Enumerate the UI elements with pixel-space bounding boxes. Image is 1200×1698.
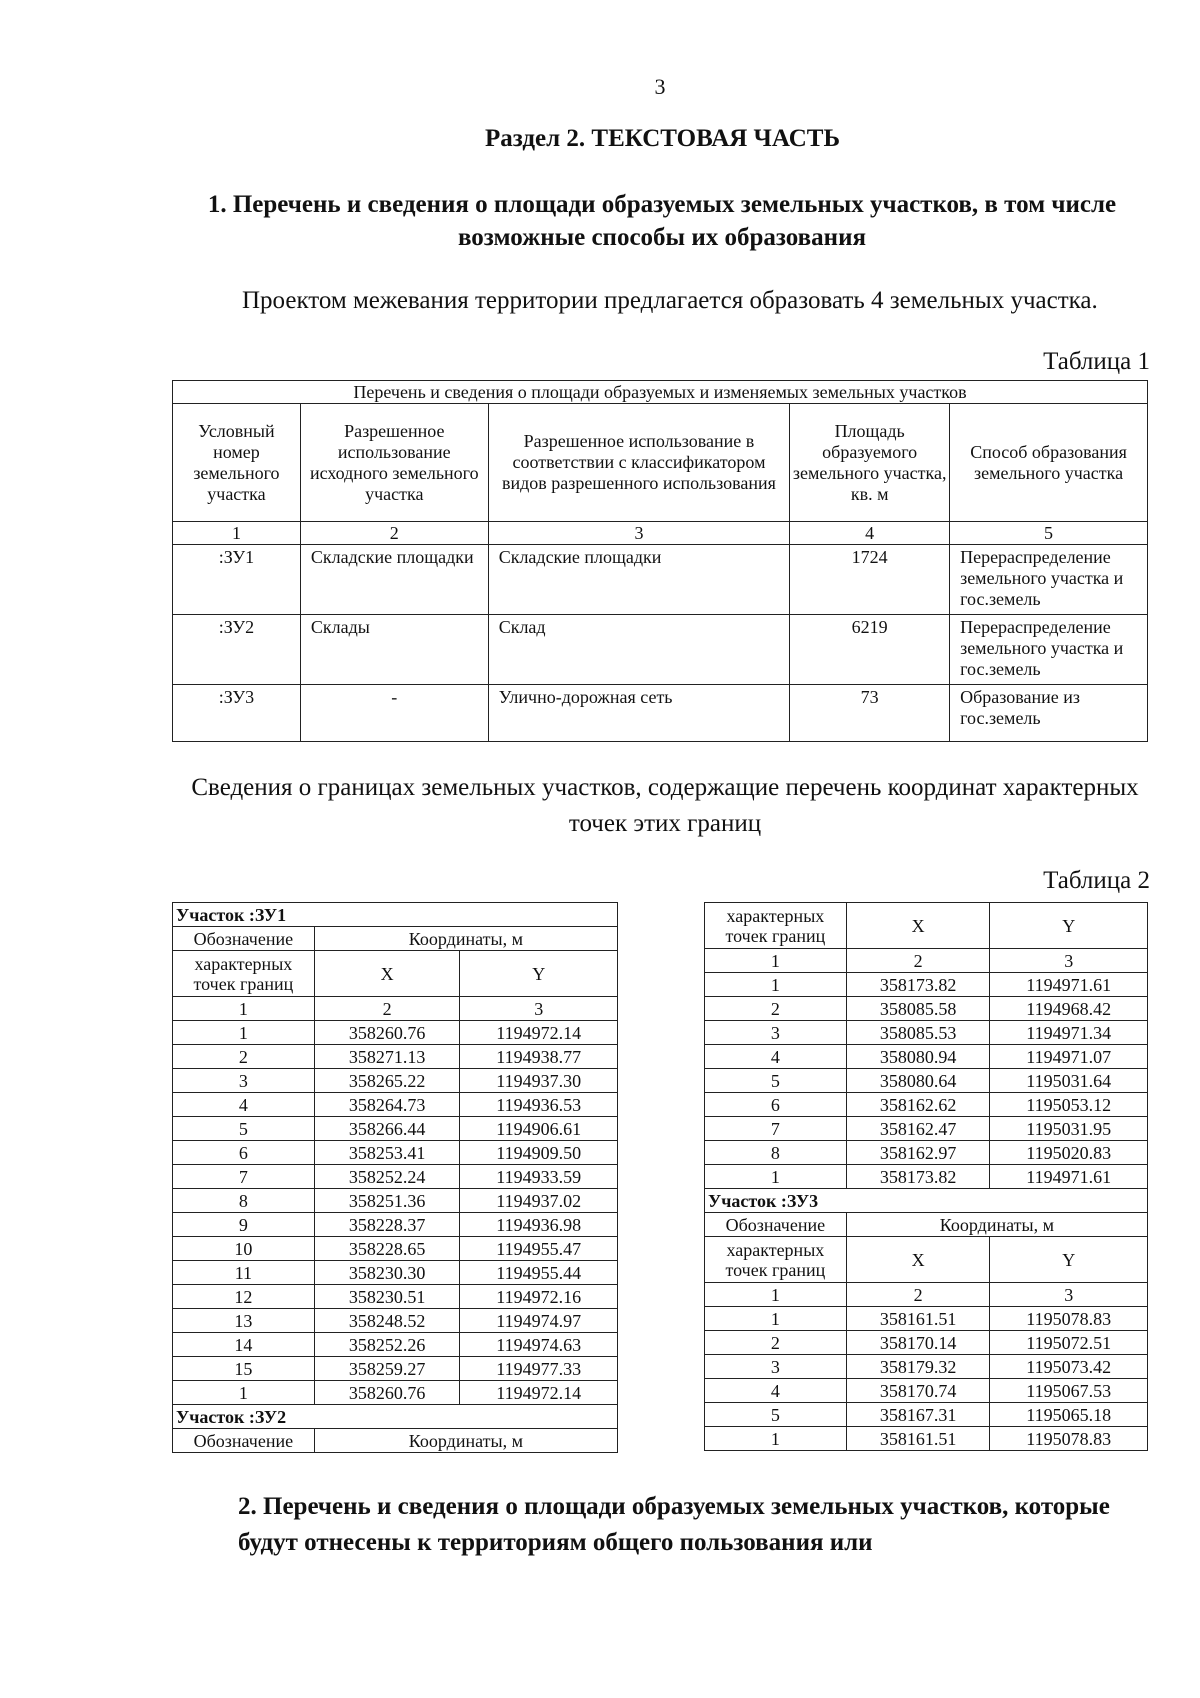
table-row	[705, 1355, 1148, 1379]
coord-y: 1195078.83	[990, 1307, 1148, 1331]
coord-y: 1194937.30	[460, 1069, 618, 1093]
table-row	[173, 1021, 618, 1045]
point-number: 1	[705, 1165, 847, 1189]
coord-y: 1194933.59	[460, 1165, 618, 1189]
header-coordinates: Координаты, м	[846, 1213, 1147, 1237]
header-row	[173, 1429, 618, 1453]
coord-x: 358228.65	[314, 1237, 460, 1261]
col-number: 1	[173, 997, 315, 1021]
original-use: -	[300, 685, 488, 742]
header-row	[705, 1237, 1148, 1283]
point-number: 1	[173, 1021, 315, 1045]
coord-y: 1194972.14	[460, 1381, 618, 1405]
coord-x: 358162.47	[846, 1117, 990, 1141]
coord-x: 358230.30	[314, 1261, 460, 1285]
coord-x: 358259.27	[314, 1357, 460, 1381]
coordinates-table-left	[172, 902, 618, 1453]
original-use: Складские площадки	[300, 545, 488, 615]
table-row	[173, 1189, 618, 1213]
coord-x: 358266.44	[314, 1117, 460, 1141]
coord-x: 358264.73	[314, 1093, 460, 1117]
coord-x: 358252.24	[314, 1165, 460, 1189]
coord-x: 358161.51	[846, 1307, 990, 1331]
point-number: 5	[705, 1069, 847, 1093]
coord-x: 358170.74	[846, 1379, 990, 1403]
coord-x: 358271.13	[314, 1045, 460, 1069]
point-number: 8	[705, 1141, 847, 1165]
header-row	[173, 951, 618, 997]
point-number: 12	[173, 1285, 315, 1309]
coord-y: 1194971.61	[990, 1165, 1148, 1189]
coord-y: 1194936.53	[460, 1093, 618, 1117]
col-number: 4	[790, 522, 950, 545]
table-row	[173, 545, 1148, 615]
table-row	[705, 1331, 1148, 1355]
coord-x: 358179.32	[846, 1355, 990, 1379]
header-y: Y	[990, 903, 1148, 949]
coord-x: 358167.31	[846, 1403, 990, 1427]
point-number: 6	[705, 1093, 847, 1117]
coord-y: 1195072.51	[990, 1331, 1148, 1355]
plot-area: 6219	[790, 615, 950, 685]
point-number: 7	[173, 1165, 315, 1189]
table-row	[705, 997, 1148, 1021]
point-number: 7	[705, 1117, 847, 1141]
header-y: Y	[460, 951, 618, 997]
point-number: 1	[705, 973, 847, 997]
col-number: 1	[705, 949, 847, 973]
point-number: 1	[705, 1427, 847, 1451]
coord-y: 1194968.42	[990, 997, 1148, 1021]
heading-1: 1. Перечень и сведения о площади образуемых земельных участков, в том числе возможные способы их образования	[207, 191, 1117, 251]
table-row	[705, 1427, 1148, 1451]
coord-y: 1194977.33	[460, 1357, 618, 1381]
coord-x: 358080.64	[846, 1069, 990, 1093]
point-number: 5	[173, 1117, 315, 1141]
point-number: 4	[173, 1093, 315, 1117]
coord-y: 1195031.64	[990, 1069, 1148, 1093]
table-row	[173, 1237, 618, 1261]
table-row	[705, 973, 1148, 997]
point-number: 1	[173, 1381, 315, 1405]
table-row	[705, 1045, 1148, 1069]
table-row	[173, 1261, 618, 1285]
permitted-use: Улично-дорожная сеть	[488, 685, 790, 742]
formation-method: Перераспределение земельного участка и гос.земель	[950, 615, 1148, 685]
header-designation: Обозначение	[173, 927, 315, 951]
coord-y: 1195073.42	[990, 1355, 1148, 1379]
col-number: 2	[846, 1283, 990, 1307]
column-number-row	[173, 997, 618, 1021]
table-row	[705, 1379, 1148, 1403]
coord-x: 358265.22	[314, 1069, 460, 1093]
plot-title: Участок :ЗУ1	[173, 903, 618, 927]
header-points: характерных точек границ	[705, 903, 847, 949]
coord-x: 358230.51	[314, 1285, 460, 1309]
table-row	[705, 1141, 1148, 1165]
coord-y: 1194955.47	[460, 1237, 618, 1261]
point-number: 2	[705, 1331, 847, 1355]
point-number: 6	[173, 1141, 315, 1165]
coord-y: 1195020.83	[990, 1141, 1148, 1165]
header-plot-number: Условный номер земельного участка	[173, 404, 301, 522]
coord-y: 1195078.83	[990, 1427, 1148, 1451]
point-number: 1	[705, 1307, 847, 1331]
table-row	[173, 1213, 618, 1237]
coord-x: 358260.76	[314, 1381, 460, 1405]
section-title: Раздел 2. ТЕКСТОВАЯ ЧАСТЬ	[485, 125, 840, 152]
table-row	[173, 1117, 618, 1141]
col-number: 1	[173, 522, 301, 545]
coord-y: 1195065.18	[990, 1403, 1148, 1427]
point-number: 3	[705, 1355, 847, 1379]
col-number: 2	[314, 997, 460, 1021]
col-number: 3	[488, 522, 790, 545]
header-permitted-use: Разрешенное использование в соответствии с классификатором видов разрешенного использования	[488, 404, 790, 522]
coord-y: 1194936.98	[460, 1213, 618, 1237]
header-row	[705, 1213, 1148, 1237]
point-number: 4	[705, 1379, 847, 1403]
table-row	[705, 1403, 1148, 1427]
plot-title: Участок :ЗУ2	[173, 1405, 618, 1429]
coord-y: 1194971.34	[990, 1021, 1148, 1045]
coord-y: 1195031.95	[990, 1117, 1148, 1141]
plot-title-row	[173, 1405, 618, 1429]
header-area: Площадь образуемого земельного участка, кв. м	[790, 404, 950, 522]
col-number: 2	[300, 522, 488, 545]
header-x: X	[314, 951, 460, 997]
point-number: 10	[173, 1237, 315, 1261]
header-original-use: Разрешенное использование исходного земельного участка	[300, 404, 488, 522]
point-number: 5	[705, 1403, 847, 1427]
point-number: 2	[705, 997, 847, 1021]
col-number: 3	[990, 1283, 1148, 1307]
table1-title: Перечень и сведения о площади образуемых и изменяемых земельных участков	[173, 381, 1148, 404]
point-number: 4	[705, 1045, 847, 1069]
coord-x: 358252.26	[314, 1333, 460, 1357]
header-coordinates: Координаты, м	[314, 1429, 617, 1453]
permitted-use: Склад	[488, 615, 790, 685]
table-plots-list	[172, 380, 1148, 742]
coord-x: 358085.53	[846, 1021, 990, 1045]
coord-y: 1194909.50	[460, 1141, 618, 1165]
coord-y: 1194938.77	[460, 1045, 618, 1069]
original-use: Склады	[300, 615, 488, 685]
col-number: 2	[846, 949, 990, 973]
page-number: 3	[654, 74, 666, 99]
formation-method: Образование из гос.земель	[950, 685, 1148, 742]
plot-area: 73	[790, 685, 950, 742]
coord-y: 1194974.97	[460, 1309, 618, 1333]
point-number: 14	[173, 1333, 315, 1357]
table-row	[705, 1117, 1148, 1141]
col-number: 3	[460, 997, 618, 1021]
header-coordinates: Координаты, м	[314, 927, 617, 951]
point-number: 2	[173, 1045, 315, 1069]
coord-x: 358253.41	[314, 1141, 460, 1165]
table-row	[173, 1357, 618, 1381]
point-number: 9	[173, 1213, 315, 1237]
col-number: 3	[990, 949, 1148, 973]
coord-y: 1194972.16	[460, 1285, 618, 1309]
coord-x: 358170.14	[846, 1331, 990, 1355]
intro-paragraph: Проектом межевания территории предлагается образовать 4 земельных участка.	[242, 287, 1098, 314]
point-number: 8	[173, 1189, 315, 1213]
table-row	[173, 615, 1148, 685]
coord-y: 1194971.61	[990, 973, 1148, 997]
coord-y: 1194906.61	[460, 1117, 618, 1141]
table-row	[173, 1093, 618, 1117]
point-number: 3	[705, 1021, 847, 1045]
table-row	[173, 1141, 618, 1165]
table-row	[173, 1069, 618, 1093]
header-x: X	[846, 903, 990, 949]
point-number: 13	[173, 1309, 315, 1333]
plot-area: 1724	[790, 545, 950, 615]
point-number: 11	[173, 1261, 315, 1285]
table-row	[173, 1285, 618, 1309]
header-designation: Обозначение	[173, 1429, 315, 1453]
header-row	[173, 927, 618, 951]
coord-y: 1194971.07	[990, 1045, 1148, 1069]
table-row	[173, 1165, 618, 1189]
col-number: 5	[950, 522, 1148, 545]
coord-x: 358260.76	[314, 1021, 460, 1045]
table-row	[705, 1069, 1148, 1093]
coord-x: 358251.36	[314, 1189, 460, 1213]
col-number: 1	[705, 1283, 847, 1307]
coord-y: 1194972.14	[460, 1021, 618, 1045]
header-row	[705, 903, 1148, 949]
table-row	[705, 1165, 1148, 1189]
coord-y: 1194955.44	[460, 1261, 618, 1285]
heading-2: 2. Перечень и сведения о площади образуемых земельных участков, которые будут отнесены к территориям общего пользования или	[238, 1493, 1110, 1556]
coord-x: 358228.37	[314, 1213, 460, 1237]
table-row	[173, 1333, 618, 1357]
plot-number: :ЗУ3	[173, 685, 301, 742]
coord-x: 358248.52	[314, 1309, 460, 1333]
table-row	[173, 685, 1148, 742]
table-row	[173, 1045, 618, 1069]
header-points: характерных точек границ	[173, 951, 315, 997]
table-row	[705, 1021, 1148, 1045]
plot-title: Участок :ЗУ3	[705, 1189, 1148, 1213]
table1-caption: Таблица 1	[1043, 348, 1150, 375]
coord-x: 358162.62	[846, 1093, 990, 1117]
coord-x: 358173.82	[846, 1165, 990, 1189]
table2-caption: Таблица 2	[1043, 867, 1150, 894]
coord-x: 358085.58	[846, 997, 990, 1021]
plot-title-row	[173, 903, 618, 927]
coord-x: 358173.82	[846, 973, 990, 997]
subheading: Сведения о границах земельных участков, содержащие перечень координат характерных точек этих границ	[191, 774, 1139, 837]
table-row	[705, 1307, 1148, 1331]
plot-number: :ЗУ1	[173, 545, 301, 615]
coord-y: 1195067.53	[990, 1379, 1148, 1403]
column-number-row	[705, 949, 1148, 973]
table-row	[173, 1381, 618, 1405]
header-points: характерных точек границ	[705, 1237, 847, 1283]
point-number: 3	[173, 1069, 315, 1093]
header-y: Y	[990, 1237, 1148, 1283]
plot-title-row	[705, 1189, 1148, 1213]
header-designation: Обозначение	[705, 1213, 847, 1237]
table-row	[173, 1309, 618, 1333]
header-x: X	[846, 1237, 990, 1283]
coord-x: 358161.51	[846, 1427, 990, 1451]
coord-y: 1194974.63	[460, 1333, 618, 1357]
plot-number: :ЗУ2	[173, 615, 301, 685]
coord-x: 358162.97	[846, 1141, 990, 1165]
permitted-use: Складские площадки	[488, 545, 790, 615]
coord-y: 1194937.02	[460, 1189, 618, 1213]
formation-method: Перераспределение земельного участка и гос.земель	[950, 545, 1148, 615]
coord-x: 358080.94	[846, 1045, 990, 1069]
coord-y: 1195053.12	[990, 1093, 1148, 1117]
coordinates-table-right	[704, 902, 1148, 1451]
header-method: Способ образования земельного участка	[950, 404, 1148, 522]
point-number: 15	[173, 1357, 315, 1381]
table-row	[705, 1093, 1148, 1117]
column-number-row	[705, 1283, 1148, 1307]
